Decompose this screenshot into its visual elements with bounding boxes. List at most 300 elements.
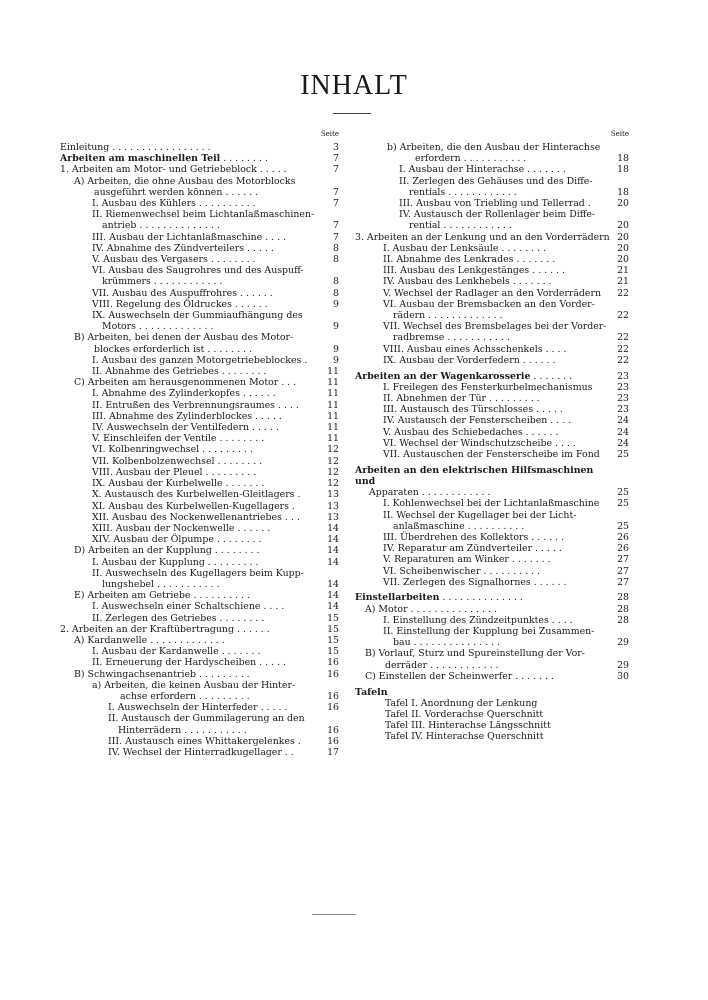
toc-page-number: 23 (617, 370, 629, 382)
leader-dots: . . . . . . . . . . . (181, 724, 247, 736)
toc-entry (60, 254, 339, 265)
toc-entry-title: Tafel I. Anordnung der Lenkung (385, 697, 538, 709)
toc-entry-title: IV. Austausch der Rollenlager beim Diffe- (399, 209, 596, 221)
toc-entry-title: III. Ausbau der Lichtanlaßmaschine (92, 231, 263, 243)
toc-entry (60, 299, 339, 310)
toc-entry (60, 534, 339, 545)
leader-dots: . . . . . . . . . . (195, 198, 256, 210)
toc-entry (355, 232, 629, 243)
toc-entry-title: I. Ausbau der Hinterachse (399, 164, 525, 176)
title-rule (333, 113, 371, 114)
toc-entry (355, 709, 629, 720)
toc-page-number: 27 (617, 576, 629, 588)
toc-entry-title: III. Austausch des Türschlosses (383, 404, 533, 416)
toc-entry (355, 449, 629, 460)
toc-entry-title: I. Einstellung des Zündzeitpunktes (383, 614, 549, 626)
toc-page-number: 13 (327, 511, 339, 523)
toc-page-number: 18 (617, 164, 629, 176)
toc-entry-continuation: anlaßmaschine (393, 520, 465, 532)
leader-dots: . . . . . (244, 242, 274, 254)
leader-dots: . . . . . . . . . . . . (445, 186, 517, 198)
toc-page-number: 18 (617, 186, 629, 198)
leader-dots: . . . . . . . . . . (190, 590, 251, 602)
toc-page-number: 11 (327, 388, 339, 400)
toc-entry (355, 731, 629, 742)
leader-dots: . . . . . . . . . . . . . . . (410, 637, 501, 649)
toc-entry-title: III. Überdrehen des Kollektors (383, 531, 529, 543)
toc-entry-title: A) Kardanwelle (74, 634, 148, 646)
leader-dots: . . . . . . . . . . . (444, 332, 510, 344)
leader-dots: . . . . . . . (508, 554, 551, 566)
toc-entry-title: II. Riemenwechsel beim Lichtanlaßmaschinen- (92, 209, 315, 221)
toc-page-number: 9 (333, 321, 339, 333)
toc-entry-continuation: rential (409, 220, 441, 232)
toc-entry (355, 566, 629, 577)
toc-entry-title: C) Arbeiten am herausgenommenen Motor (74, 377, 279, 389)
toc-page-number: 21 (617, 276, 629, 288)
toc-entry (355, 355, 629, 366)
toc-entry (355, 510, 629, 532)
leader-dots: . . . . . . . . . . . . (427, 659, 499, 671)
toc-entry-continuation: antrieb (102, 220, 137, 232)
toc-page-number: 7 (333, 186, 339, 198)
toc-entry (355, 198, 629, 209)
toc-entry-title: b) Arbeiten, die den Ausbau der Hinterachse (387, 142, 601, 153)
toc-entry-title: A) Motor (365, 603, 408, 615)
leader-dots: . . . . . . . . . . . . . . . (407, 603, 497, 615)
toc-entry-title: Tafel III. Hinterachse Längsschnitt (385, 720, 551, 732)
toc-entry-title: II. Austausch der Gummilagerung an den (108, 713, 305, 725)
toc-entry (60, 377, 339, 388)
toc-entry-title: E) Arbeiten am Getriebe (74, 590, 191, 602)
toc-entry (355, 176, 629, 198)
toc-page-number: 26 (617, 531, 629, 543)
leader-dots: . . . . . . (222, 186, 259, 198)
toc-entry (60, 702, 339, 713)
toc-page-number: 15 (327, 646, 339, 658)
toc-page-number: 23 (617, 392, 629, 404)
toc-entry-title: Einstellarbeiten (355, 592, 440, 604)
toc-entry-title: XIII. Ausbau der Nockenwelle (92, 522, 235, 534)
toc-page-number: 28 (617, 614, 629, 626)
toc-entry (60, 422, 339, 433)
toc-entry-title: II. Erneuerung der Hardyscheiben (92, 657, 257, 669)
toc-entry (355, 438, 629, 449)
toc-page-number: 14 (327, 545, 339, 557)
toc-page-number: 8 (333, 254, 339, 266)
toc-page-number: 25 (617, 520, 629, 532)
leader-dots: . . . (281, 511, 300, 523)
leader-dots: . . . . . . . . (214, 455, 263, 467)
leader-dots: . . . . . . . (524, 164, 566, 176)
toc-page-number: 24 (617, 415, 629, 427)
toc-page-number: 18 (617, 153, 629, 165)
toc-entry (60, 198, 339, 209)
leader-dots: . . . . . . . (513, 254, 556, 266)
toc-list-left (60, 142, 339, 758)
leader-dots: . . . . . . . (509, 276, 552, 288)
toc-entry (355, 698, 629, 709)
toc-entry (355, 164, 629, 175)
toc-page-number: 12 (327, 478, 339, 490)
toc-entry (355, 720, 629, 731)
toc-entry-title: I. Ausbau der Kupplung (92, 556, 205, 568)
toc-page-number: 14 (327, 590, 339, 602)
leader-dots: . . . . . . . . . . . . (440, 220, 512, 232)
leader-dots: . . . . . . . . (216, 612, 265, 624)
leader-dots: . . . . . . . . . . . (460, 153, 527, 165)
leader-dots: . . . . (542, 343, 567, 355)
toc-page-number: 25 (617, 498, 629, 510)
leader-dots: . . . . . (256, 164, 287, 176)
toc-page-number: 12 (327, 455, 339, 467)
toc-entry (355, 687, 629, 698)
toc-entry-title: VII. Austauschen der Fensterscheibe im Fond (383, 448, 600, 460)
toc-entry-title: Einleitung (60, 142, 110, 153)
toc-entry-title: III. Ausbau des Lenkgestänges (383, 265, 530, 277)
toc-entry (60, 669, 339, 680)
toc-page-number: 22 (617, 287, 629, 299)
toc-page-number: 22 (617, 354, 629, 366)
leader-dots: . . . . (262, 231, 287, 243)
toc-entry (355, 626, 629, 648)
toc-entry-title: VII. Kolbenbolzenwechsel (92, 455, 215, 467)
toc-list-right (355, 142, 629, 743)
toc-entry (60, 523, 339, 534)
toc-entry-title: I. Kohlenwechsel bei der Lichtanlaßmaschine (383, 498, 600, 510)
leader-dots: . . . . (552, 437, 576, 449)
toc-entry-title: VII. Ausbau des Auspuffrohres (92, 287, 238, 299)
toc-page-number: 26 (617, 543, 629, 555)
leader-dots: . . . . . . . . . . (464, 520, 525, 532)
toc-entry (60, 478, 339, 489)
toc-entry-title: C) Einstellen der Scheinwerfer (365, 670, 513, 682)
toc-page-number: 9 (333, 298, 339, 310)
toc-entry (60, 501, 339, 512)
toc-entry (60, 310, 339, 332)
leader-dots: . . . . . (256, 657, 287, 669)
leader-dots: . . . . . . . . . (204, 556, 259, 568)
toc-entry (60, 153, 339, 164)
toc-page-number: 7 (333, 198, 339, 210)
toc-entry-continuation: Apparaten (369, 487, 419, 499)
toc-page-number: 11 (327, 399, 339, 411)
toc-entry-title: XI. Ausbau des Kurbelwellen-Kugellagers (92, 500, 289, 512)
leader-dots: . . . . . . . . . (486, 392, 540, 404)
toc-page-number: 20 (617, 242, 629, 254)
leader-dots: . . . . . . . . . . . . . (135, 321, 214, 333)
leader-dots: . . . . . . . . (220, 153, 268, 165)
toc-page-number: 20 (617, 220, 629, 232)
toc-entry (355, 382, 629, 393)
toc-entry-title: VIII. Ausbau eines Achsschenkels (383, 343, 543, 355)
toc-page-number: 16 (327, 668, 339, 680)
leader-dots: . . . . . . . . . . . . (418, 487, 491, 499)
leader-dots: . . . . . . . . . (199, 444, 253, 456)
toc-page-number: 14 (327, 522, 339, 534)
toc-entry-title: 1. Arbeiten am Motor- und Getriebeblock (60, 164, 257, 176)
toc-left-column (60, 128, 339, 758)
leader-dots: . . . . . . . . (216, 433, 265, 445)
toc-entry (60, 624, 339, 635)
leader-dots: . . . . . . . (512, 670, 554, 682)
toc-entry-title: Tafel II. Vorderachse Querschnitt (385, 708, 544, 720)
toc-entry-title: X. Austausch des Kurbelwellen-Gleitlagers (92, 489, 295, 501)
toc-page-number: 9 (333, 343, 339, 355)
toc-entry (355, 498, 629, 509)
leader-dots: . (301, 354, 308, 366)
toc-page-number: 9 (333, 354, 339, 366)
toc-entry-title: IV. Reparatur am Zündverteiler (383, 543, 533, 555)
toc-entry-title: IV. Abnahme des Zündverteilers (92, 242, 245, 254)
toc-entry-title: IV. Wechsel der Hinterradkugellager (108, 746, 282, 758)
toc-page-number: 25 (617, 448, 629, 460)
leader-dots: . . . . . . . . (207, 254, 256, 266)
toc-entry-title: II. Wechsel der Kugellager bei der Licht- (383, 509, 577, 521)
leader-dots: . . . . . . (239, 388, 276, 400)
leader-dots: . . . . (548, 614, 573, 626)
toc-entry (60, 444, 339, 455)
toc-entry (60, 736, 339, 747)
toc-page-number: 13 (327, 489, 339, 501)
page-column-label: Seite (320, 130, 339, 138)
toc-page-number: 24 (617, 437, 629, 449)
toc-entry-title: I. Auswechseln einer Schaltschiene (92, 601, 261, 613)
leader-dots: . . . . . . . . (213, 534, 262, 546)
leader-dots: . . . . (260, 601, 285, 613)
toc-entry-title: VII. Zerlegen des Signalhornes (383, 576, 531, 588)
leader-dots: . . . . . . . . (498, 242, 547, 254)
toc-entry-title: V. Reparaturen am Winker (383, 554, 509, 566)
toc-entry (355, 288, 629, 299)
toc-entry-title: II. Einstellung der Kupplung bei Zusammen- (383, 626, 595, 638)
toc-entry-title: VI. Scheibenwischer (383, 565, 481, 577)
toc-page-number: 22 (617, 343, 629, 355)
toc-entry-continuation: Motors (102, 321, 136, 333)
toc-entry (60, 456, 339, 467)
toc-entry-title: VII. Wechsel des Bremsbelages bei der Vorder- (383, 321, 607, 333)
toc-page-number: 8 (333, 242, 339, 254)
toc-entry-title: VI. Ausbau der Bremsbacken an den Vorder- (383, 298, 595, 310)
leader-dots: . . . . . . (233, 623, 270, 635)
toc-page-number: 7 (333, 153, 339, 165)
leader-dots: . . . . . . . (218, 646, 261, 658)
toc-entry-title: XIV. Ausbau der Ölpumpe (92, 534, 214, 546)
toc-page-number: 13 (327, 500, 339, 512)
toc-entry-title: VI. Wechsel der Windschutzscheibe (383, 437, 553, 449)
toc-entry (355, 427, 629, 438)
toc-entry-title: III. Ausbau von Triebling und Tellerrad (399, 198, 585, 210)
toc-entry-continuation: bau (393, 637, 411, 649)
toc-entry (355, 615, 629, 626)
toc-entry (60, 568, 339, 590)
leader-dots: . . . . . . . . . . . . . . (439, 592, 523, 604)
toc-page-number: 16 (327, 657, 339, 669)
toc-entry (60, 176, 339, 198)
toc-entry (355, 299, 629, 321)
toc-entry-title: V. Ausbau des Vergasers (92, 254, 208, 266)
toc-entry (355, 648, 629, 670)
leader-dots: . . . . . . (528, 531, 565, 543)
toc-entry (60, 164, 339, 175)
toc-page-number: 14 (327, 534, 339, 546)
toc-page-number: 8 (333, 276, 339, 288)
toc-entry-title: II. Abnehmen der Tür (383, 392, 487, 404)
toc-entry (60, 355, 339, 366)
toc-page-number: 16 (327, 735, 339, 747)
toc-entry (355, 465, 629, 499)
leader-dots: . . . . . . (231, 298, 268, 310)
toc-entry-title: Arbeiten an der Wagenkarosserie (355, 370, 531, 382)
toc-entry-title: IX. Ausbau der Vorderfedern (383, 354, 520, 366)
toc-right-column (355, 128, 629, 743)
toc-entry (60, 489, 339, 500)
toc-entry-title: IV. Auswechseln der Ventilfedern (92, 422, 250, 434)
toc-entry-title: I. Ausbau der Lenksäule (383, 242, 499, 254)
toc-entry-title: VIII. Regelung des Öldruckes (92, 298, 232, 310)
toc-page-number: 14 (327, 556, 339, 568)
toc-entry-title: II. Auswechseln des Kugellagers beim Kupp- (92, 567, 304, 579)
toc-page-number: 25 (617, 487, 629, 499)
toc-page-number: 14 (327, 601, 339, 613)
toc-entry-continuation: erfordern (415, 153, 461, 165)
toc-entry (60, 747, 339, 758)
toc-entry (355, 265, 629, 276)
toc-entry (60, 288, 339, 299)
leader-dots: . . . . . . . . (211, 545, 260, 557)
toc-page-number: 7 (333, 220, 339, 232)
toc-entry-title: A) Arbeiten, die ohne Ausbau des Motorblocks (74, 175, 296, 187)
toc-entry (355, 404, 629, 415)
toc-entry (60, 635, 339, 646)
toc-page-number: 11 (327, 366, 339, 378)
toc-entry (355, 321, 629, 343)
toc-page-number: 11 (327, 422, 339, 434)
toc-entry (60, 388, 339, 399)
toc-page-number: 7 (333, 164, 339, 176)
toc-entry-title: II. Zerlegen des Gehäuses und des Diffe- (399, 175, 593, 187)
toc-entry-continuation: radbremse (393, 332, 445, 344)
leader-dots: . . . . . . . (530, 370, 573, 382)
toc-page-number: 22 (617, 332, 629, 344)
toc-entry-continuation: achse erfordern (120, 690, 196, 702)
toc-page-number: 28 (617, 603, 629, 615)
toc-entry-title: IV. Ausbau des Lenkhebels (383, 276, 510, 288)
toc-entry-title: I. Freilegen des Fensterkurbelmechanismus (383, 381, 593, 393)
toc-page-number: 11 (327, 433, 339, 445)
leader-dots: . . . . . . (519, 354, 556, 366)
toc-entry-title: IX. Ausbau der Kurbelwelle (92, 478, 223, 490)
toc-page-number: 3 (333, 142, 339, 153)
leader-dots: . . . . . . (529, 265, 566, 277)
leader-dots: . . . (278, 377, 297, 389)
toc-page-number: 7 (333, 231, 339, 243)
leader-dots: . . . . . . . . . (195, 690, 250, 702)
toc-page-number: 11 (327, 377, 339, 389)
toc-page-number: 8 (333, 287, 339, 299)
toc-entry-title: a) Arbeiten, die keinen Ausbau der Hinter- (92, 679, 296, 691)
toc-entry (355, 604, 629, 615)
toc-entry-title: V. Ausbau des Schiebedaches (383, 426, 523, 438)
toc-entry-title: I. Auswechseln der Hinterfeder (108, 702, 258, 714)
toc-entry (60, 646, 339, 657)
toc-entry (355, 577, 629, 588)
toc-page-number: 22 (617, 310, 629, 322)
toc-entry (60, 590, 339, 601)
leader-dots: . (294, 735, 301, 747)
toc-entry (355, 532, 629, 543)
toc-page-number: 17 (327, 746, 339, 758)
toc-page-number: 29 (617, 637, 629, 649)
toc-entry-title: IX. Auswechseln der Gummiaufhängung des (92, 310, 303, 322)
leader-dots: . . . . . . (530, 576, 567, 588)
toc-page-number: 16 (327, 690, 339, 702)
leader-dots: . (584, 198, 591, 210)
leader-dots: . . . . . . . . . . . . . (425, 310, 503, 322)
leader-dots: . . . . . . (237, 287, 273, 299)
toc-entry-title: VI. Kolbenringwechsel (92, 444, 200, 456)
leader-dots: . . . . . . . (222, 478, 265, 490)
toc-entry-title: Arbeiten am maschinellen Teil (60, 153, 221, 165)
toc-entry-title: Arbeiten an den elektrischen Hilfsmaschinen und (355, 464, 594, 487)
leader-dots: . . . . . (533, 404, 563, 416)
page-column-label: Seite (610, 130, 629, 138)
footer-rule (312, 914, 356, 915)
leader-dots: . . (281, 746, 294, 758)
toc-entry-continuation: blockes erforderlich ist (94, 343, 205, 355)
toc-entry (355, 393, 629, 404)
toc-entry-title: III. Abnahme des Zylinderblockes (92, 410, 253, 422)
leader-dots: . . . . . . . . . . . (154, 578, 220, 590)
toc-entry (60, 467, 339, 478)
leader-dots: . (294, 489, 301, 501)
leader-dots: . . . . . . . . . . . . . (147, 634, 225, 646)
leader-dots: . . . . . . . . . . . . . . (136, 220, 220, 232)
leader-dots: . . . . . . . . (204, 343, 253, 355)
toc-entry (60, 366, 339, 377)
leader-dots: . . . . . . (234, 522, 271, 534)
toc-entry-title: I. Ausbau der Kardanwelle (92, 646, 219, 658)
leader-dots: . . . . . . . . . . . . (150, 276, 223, 288)
toc-page-number: 30 (617, 670, 629, 682)
toc-entry-title: D) Arbeiten an der Kupplung (74, 545, 212, 557)
leader-dots: . . . . . . . . . (202, 466, 257, 478)
leader-dots: . . . . . (252, 410, 282, 422)
toc-entry (355, 209, 629, 231)
toc-entry (355, 243, 629, 254)
toc-entry-title: 2. Arbeiten an der Kraftübertragung (60, 623, 234, 635)
toc-entry-title: IV. Austausch der Fensterscheiben (383, 415, 548, 427)
toc-page-number: 12 (327, 466, 339, 478)
leader-dots: . . . . . . . . . (196, 668, 250, 680)
toc-page-number: 29 (617, 659, 629, 671)
toc-entry (60, 232, 339, 243)
toc-entry-title: II. Zerlegen des Getriebes (92, 612, 217, 624)
toc-entry-title: II. Entrußen des Verbrennungsraumes (92, 399, 275, 411)
toc-entry (355, 276, 629, 287)
toc-page-number: 15 (327, 634, 339, 646)
toc-entry-continuation: rädern (393, 310, 426, 322)
toc-entry-continuation: krümmers (102, 276, 151, 288)
leader-dots: . . . . . . . . . . . . . . . . . (109, 142, 211, 153)
toc-entry-continuation: derräder (385, 659, 428, 671)
toc-page-number: 23 (617, 404, 629, 416)
toc-entry-title: Tafel IV. Hinterachse Querschnitt (385, 731, 544, 743)
leader-dots: . . . . . (532, 543, 562, 555)
toc-entry (60, 433, 339, 444)
toc-page-number: 16 (327, 724, 339, 736)
toc-entry-title: II. Abnahme des Lenkrades (383, 254, 514, 266)
